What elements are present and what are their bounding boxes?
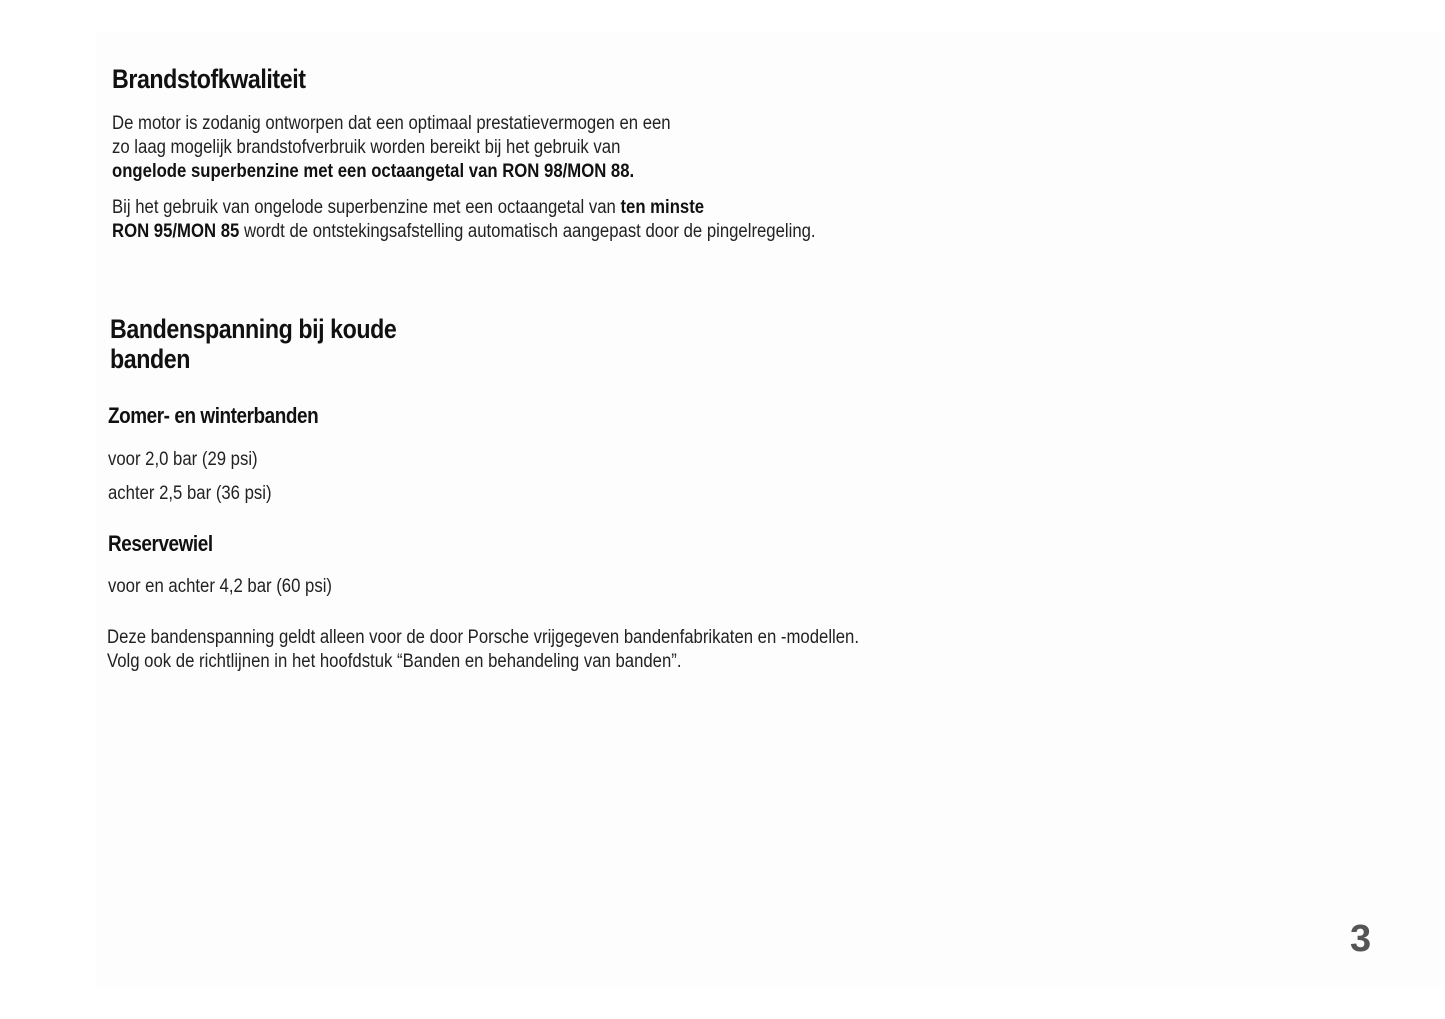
tyre-pressure-heading bbox=[110, 314, 396, 374]
spare-wheel-value: voor en achter 4,2 bar (60 psi) bbox=[108, 576, 332, 597]
fuel-quality-heading: Brandstofkwaliteit bbox=[112, 64, 306, 94]
tyre-note bbox=[107, 626, 859, 674]
fuel-p1-line-2: zo laag mogelijk brandstofverbruik worden bereikt bij het gebruik van bbox=[112, 137, 621, 158]
fuel-paragraph-1 bbox=[112, 112, 671, 184]
fuel-p2-line-1 bbox=[112, 196, 816, 220]
tyre-pressure-heading-line-1: Bandenspanning bij koude bbox=[110, 314, 397, 344]
summer-winter-front: voor 2,0 bar (29 psi) bbox=[108, 449, 258, 470]
summer-winter-heading: Zomer- en winterbanden bbox=[108, 403, 319, 428]
fuel-p2-line-2-text: wordt de ontstekingsafstelling automatisch aangepast door de pingelregeling. bbox=[239, 221, 816, 242]
spare-wheel-heading: Reservewiel bbox=[108, 531, 213, 556]
fuel-paragraph-2 bbox=[112, 196, 816, 244]
fuel-p2-line-1-bold: ten minste bbox=[620, 197, 705, 218]
fuel-p2-line-1-text: Bij het gebruik van ongelode superbenzine met een octaangetal van bbox=[112, 197, 621, 218]
tyre-note-line-1: Deze bandenspanning geldt alleen voor de door Porsche vrijgegeven bandenfabrikaten en -modellen. bbox=[107, 627, 860, 648]
page-number: 3 bbox=[1350, 918, 1372, 960]
fuel-p1-line-1: De motor is zodanig ontworpen dat een optimaal prestatievermogen en een bbox=[112, 113, 671, 134]
fuel-p1-line-3: ongelode superbenzine met een octaangetal van RON 98/MON 88. bbox=[112, 161, 635, 182]
fuel-p2-line-2 bbox=[112, 220, 816, 244]
tyre-pressure-heading-line-2: banden bbox=[110, 344, 190, 374]
tyre-note-line-2: Volg ook de richtlijnen in het hoofdstuk “Banden en behandeling van banden”. bbox=[107, 651, 682, 672]
summer-winter-rear: achter 2,5 bar (36 psi) bbox=[108, 483, 272, 504]
fuel-p2-line-2-bold: RON 95/MON 85 bbox=[112, 221, 240, 242]
